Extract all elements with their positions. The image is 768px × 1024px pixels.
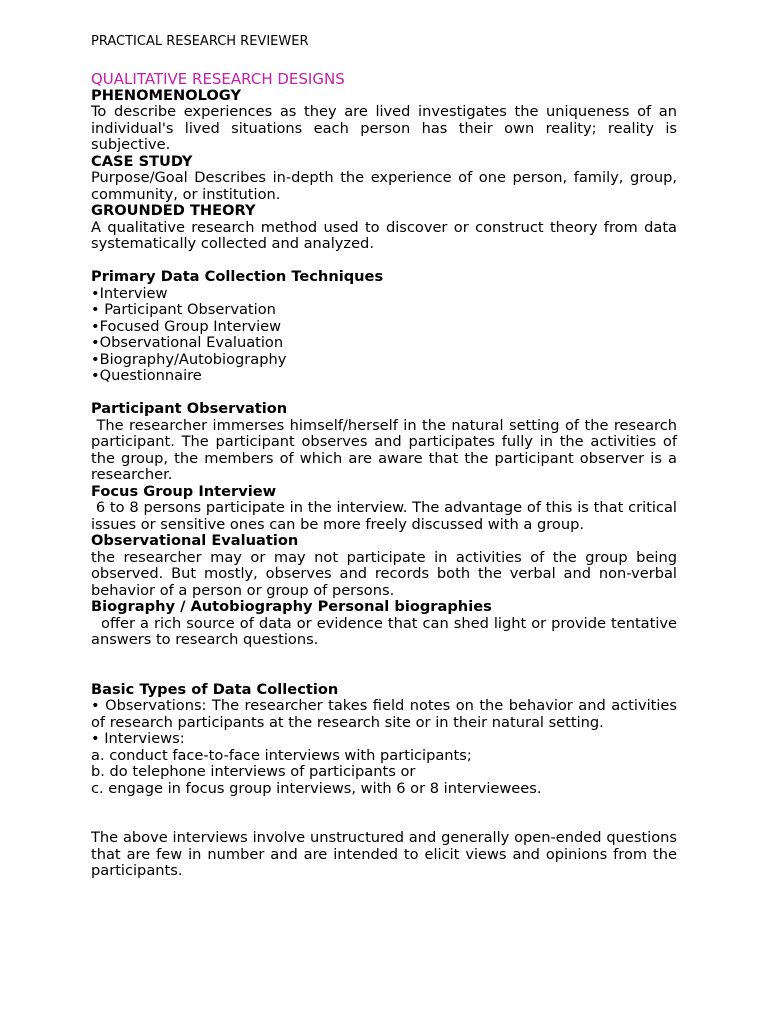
heading-participant-observation: Participant Observation <box>91 400 288 417</box>
document-body <box>91 70 682 880</box>
para-participant-observation: The researcher immerses himself/herself in the natural setting of the research participant. The participant observes and participates fully in the activities of the group, the members of which are aware that the participant observer is a researcher. <box>91 416 682 483</box>
para-interviews: • Interviews: <box>91 730 185 747</box>
heading-case-study: CASE STUDY <box>91 152 193 170</box>
para-phenomenology: To describe experiences as they are lived investigates the uniqueness of an individual's lived situations each person has their own reality; reality is subjective. <box>91 103 677 153</box>
para-biography: offer a rich source of data or evidence that can shed light or provide tentative answers to research questions. <box>91 614 682 648</box>
para-closing: The above interviews involve unstructured and generally open-ended questions that are few in number and are intended to elicit views and opinions from the participants. <box>91 829 677 879</box>
list-item: •Questionnaire <box>91 367 202 384</box>
heading-focus-group: Focus Group Interview <box>91 482 277 500</box>
list-item: •Observational Evaluation <box>91 334 284 351</box>
para-observational-evaluation: the researcher may or may not participate in activities of the group being observed. But mostly, observes and records both the verbal and non-verbal behavior of a person or group of persons. <box>91 548 677 599</box>
section-title-designs: QUALITATIVE RESEARCH DESIGNS <box>91 70 345 88</box>
list-item: • Participant Observation <box>91 301 276 318</box>
list-item: •Focused Group Interview <box>91 317 282 335</box>
para-grounded-theory: A qualitative research method used to discover or construct theory from data systematically collected and analyzed. <box>91 218 677 252</box>
para-focus-group: 6 to 8 persons participate in the interview. The advantage of this is that critical issues or sensitive ones can be more freely discussed with a group. <box>91 499 682 533</box>
page-header: PRACTICAL RESEARCH REVIEWER <box>91 34 309 49</box>
list-item: a. conduct face-to-face interviews with participants; <box>91 746 472 764</box>
list-item: c. engage in focus group interviews, with 6 or 8 interviewees. <box>91 779 542 797</box>
heading-phenomenology: PHENOMENOLOGY <box>91 86 242 104</box>
para-observations: • Observations: The researcher takes field notes on the behavior and activities of research participants at the research site or in their natural setting. <box>91 697 677 731</box>
heading-grounded-theory: GROUNDED THEORY <box>91 202 256 219</box>
list-item: •Biography/Autobiography <box>91 350 287 368</box>
para-case-study: Purpose/Goal Describes in-depth the experience of one person, family, group, community, or institution. <box>91 169 677 203</box>
heading-primary-techniques: Primary Data Collection Techniques <box>91 268 384 285</box>
heading-basic-types: Basic Types of Data Collection <box>91 680 339 698</box>
list-item: b. do telephone interviews of participants or <box>91 763 416 780</box>
list-item: •Interview <box>91 284 168 302</box>
heading-biography: Biography / Autobiography Personal biographies <box>91 598 492 615</box>
heading-observational-evaluation: Observational Evaluation <box>91 532 299 549</box>
